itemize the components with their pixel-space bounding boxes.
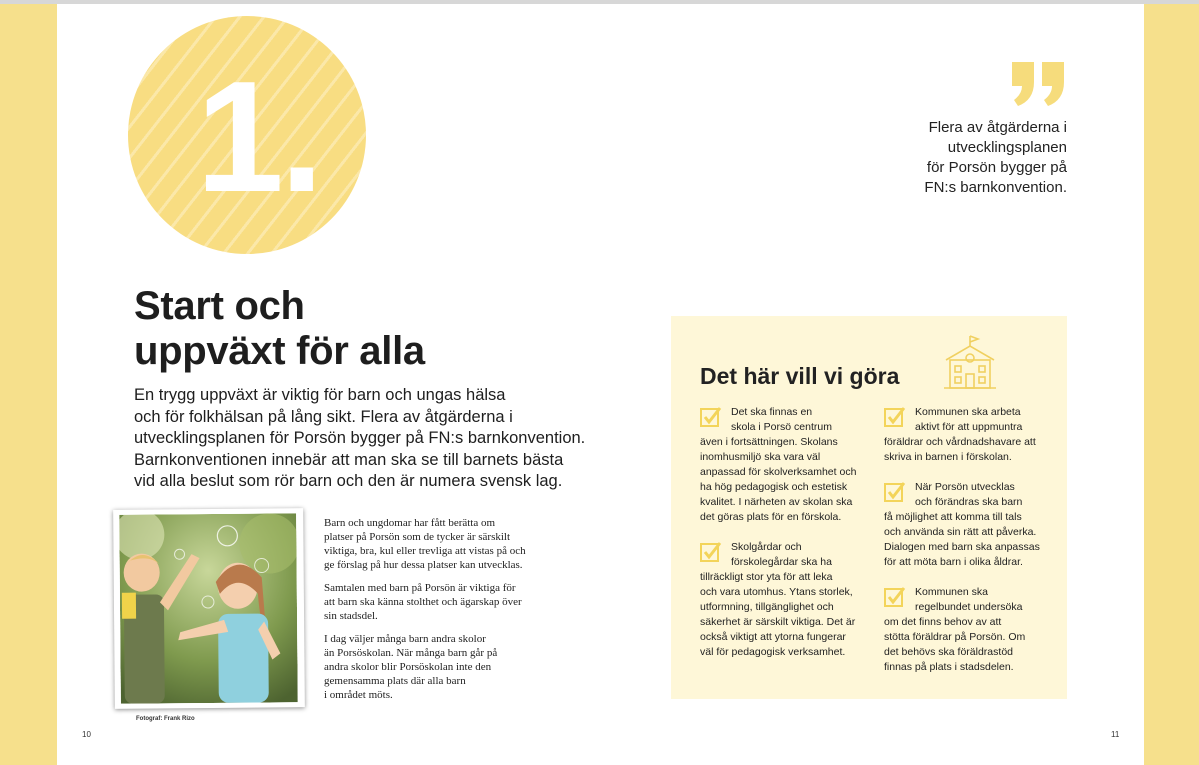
item-line: Kommunen ska arbeta [915,406,1021,418]
item-line: och vara utomhus. Ytans storlek, [700,586,853,598]
intro-line: utvecklingsplanen för Porsön bygger på FN:s barnkonvention. [134,429,586,447]
item-line: kvalitet. I närheten av skolan ska [700,496,853,508]
action-item [700,405,870,525]
chapter-number: 1. [196,49,320,225]
item-line: ha hög pedagogisk och estetisk [700,481,848,493]
intro-line: En trygg uppväxt är viktig för barn och ungas hälsa [134,386,506,404]
item-line: När Porsön utvecklas [915,481,1015,493]
item-line: det behövs ska föräldrastöd [884,646,1013,658]
body-line: andra skolor blir Porsöskolan inte den [324,661,492,673]
item-line: Dialogen med barn ska anpassas [884,541,1040,553]
item-line: också viktigt att ytorna fungerar [700,631,846,643]
body-line: än Porsöskolan. När många barn går på [324,647,498,659]
intro-paragraph [134,385,586,493]
item-line: aktivt för att uppmuntra [915,421,1023,433]
item-line: anpassad för skolverksamhet och [700,466,857,478]
body-line: I dag väljer många barn andra skolor [324,633,486,645]
item-line: föräldrar och vårdnadshavare att [884,436,1036,448]
item-line: inomhusmiljö ska vara väl [700,451,821,463]
item-line: finnas på plats i stadsdelen. [884,661,1014,673]
action-item [884,585,1054,675]
body-paragraph [324,581,534,623]
item-line: Skolgårdar och [731,541,802,553]
body-line: Samtalen med barn på Porsön är viktiga för [324,582,516,594]
body-line: ge förslag på hur dessa platser kan utvecklas. [324,559,523,571]
quote-line: för Porsön bygger på [926,159,1067,176]
page-heading [134,284,425,374]
photo-image [119,513,298,704]
quote-line: Flera av åtgärderna i [928,119,1067,136]
box-title: Det här vill vi göra [700,363,900,389]
intro-line: vid alla beslut som rör barn och den är numera svensk lag. [134,472,563,490]
item-line: skola i Porsö centrum [731,421,832,433]
photo-credit: Fotograf: Frank Rizo [136,716,195,722]
item-line: säkerhet är särskilt viktiga. Det är [700,616,856,628]
item-line: för att möta barn i olika åldrar. [884,556,1023,568]
checkbox-icon [884,480,906,502]
page-number-left: 10 [82,730,91,739]
heading-line: Start och [134,284,305,328]
body-line: gemensamma plats där alla barn [324,675,466,687]
action-text [884,405,1054,465]
action-text [884,480,1054,570]
quote-line: FN:s barnkonvention. [924,179,1067,196]
item-line: regelbundet undersöka [915,601,1023,613]
heading-line: uppväxt för alla [134,329,425,373]
item-line: tillräckligt stor yta för att leka [700,571,833,583]
checkbox-icon [700,540,722,562]
item-line: skriva in barnen i förskolan. [884,451,1012,463]
body-line: Barn och ungdomar har fått berätta om [324,517,496,529]
children-illustration [119,513,298,704]
item-line: få möjlighet att komma till tals [884,511,1022,523]
item-line: och förändras ska barn [915,496,1023,508]
quote-icon [1010,60,1068,108]
item-line: Det ska finnas en [731,406,813,418]
body-text [324,516,534,711]
body-line: platser på Porsön som de tycker är särskilt [324,531,511,543]
action-text [700,405,870,525]
checkbox-icon [884,585,906,607]
action-item [884,405,1054,465]
item-line: utformning, tillgänglighet och [700,601,834,613]
item-line: väl för pedagogisk verksamhet. [700,646,846,658]
checkbox-icon [884,405,906,427]
item-line: även i fortsättningen. Skolans [700,436,838,448]
children-photo [113,508,305,709]
body-line: i området möts. [324,689,393,701]
item-line: det göras plats för en förskola. [700,511,842,523]
item-line: Kommunen ska [915,586,988,598]
checkbox-icon [700,405,722,427]
body-paragraph [324,516,534,572]
item-line: förskolegårdar ska ha [731,556,832,568]
intro-line: Barnkonventionen innebär att man ska se till barnets bästa [134,450,564,469]
action-text [884,585,1054,675]
body-line: att barn ska känna stolthet och ägarskap över [324,596,522,608]
action-text [700,540,870,660]
page-number-right: 11 [1111,730,1120,739]
intro-line: och för folkhälsan på lång sikt. Flera av åtgärderna i [134,407,513,426]
body-line: sin stadsdel. [324,610,378,622]
action-item [700,540,870,660]
school-icon [942,334,998,392]
pull-quote [924,118,1067,198]
body-line: viktiga, bra, kul eller trevliga att vistas på och [324,545,526,557]
item-line: och använda sin rätt att påverka. [884,526,1037,538]
action-item [884,480,1054,570]
item-line: stötta föräldrar på Porsön. Om [884,631,1026,643]
body-paragraph [324,632,534,702]
quote-line: utvecklingsplanen [947,139,1067,156]
item-line: om det finns behov av att [884,616,1002,628]
